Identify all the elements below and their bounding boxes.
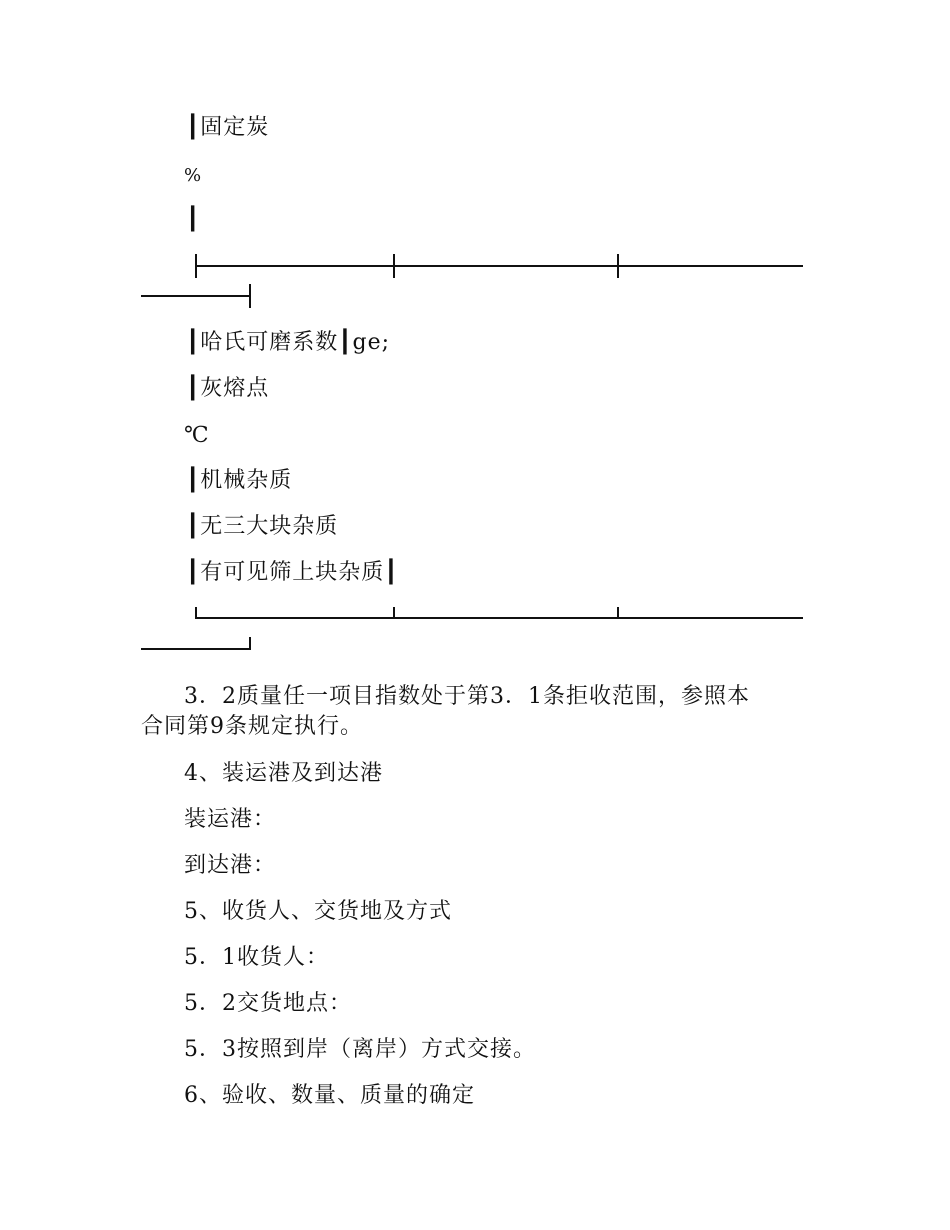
rule-h-1b <box>141 295 251 297</box>
loading-port: 装运港： <box>184 807 277 832</box>
rule-v-2b <box>393 607 395 619</box>
rule-v-1c <box>617 254 619 278</box>
row-ash-fusion: ┃灰熔点 <box>186 376 270 401</box>
section-3-2-line2: 合同第9条规定执行。 <box>141 714 363 739</box>
row-impurities: ┃机械杂质 <box>186 468 293 493</box>
item-5-2: 5．2交货地点： <box>184 991 352 1016</box>
unit-celsius: ℃ <box>184 423 210 448</box>
row-no-large-impurities: ┃无三大块杂质 <box>186 514 339 539</box>
row-hgi: ┃哈氏可磨系数┃ge; <box>186 330 391 355</box>
rule-v-2a <box>195 607 197 619</box>
row-visible-impurities: ┃有可见筛上块杂质┃ <box>186 560 399 585</box>
row-fixed-carbon: ┃固定炭 <box>186 115 270 140</box>
rule-v-1a <box>195 254 197 278</box>
rule-h-2b <box>141 648 251 650</box>
section-5-heading: 5、收货人、交货地及方式 <box>184 899 452 924</box>
section-6-heading: 6、验收、数量、质量的确定 <box>184 1083 475 1108</box>
item-5-1: 5．1收货人： <box>184 945 329 970</box>
rule-v-1d <box>249 284 251 308</box>
row-bar: ┃ <box>186 207 201 232</box>
rule-v-2d <box>249 637 251 650</box>
destination-port: 到达港： <box>184 853 277 878</box>
unit-percent: % <box>184 165 203 186</box>
rule-v-1b <box>393 254 395 278</box>
rule-h-1a <box>196 265 803 267</box>
item-5-3: 5．3按照到岸（离岸）方式交接。 <box>184 1037 536 1062</box>
rule-h-2a <box>196 617 803 619</box>
rule-v-2c <box>617 607 619 619</box>
section-4-heading: 4、装运港及到达港 <box>184 761 383 786</box>
section-3-2-line1: 3．2质量任一项目指数处于第3．1条拒收范围，参照本 <box>184 684 750 709</box>
